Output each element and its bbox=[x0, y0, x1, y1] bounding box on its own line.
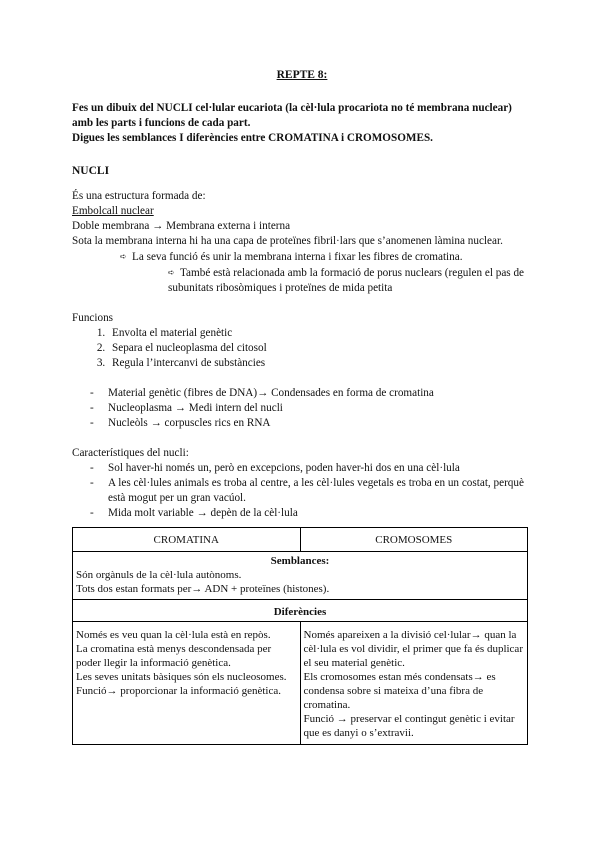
intro-line-1: Fes un dibuix del NUCLI cel·lular eucariota (la cèl·lula procariota no té membrana nuclear) bbox=[72, 102, 512, 114]
list-item: - Material genètic (fibres de DNA)→ Condensades en forma de cromatina bbox=[90, 386, 532, 401]
structure-bullet-2-cont: subunitats ribosòmiques i proteïnes de mida petita bbox=[168, 282, 393, 294]
structure-line-2: Sota la membrana interna hi ha una capa de proteïnes fibril·lars que s’anomenen làmina nuclear. bbox=[72, 235, 503, 247]
intro-line-2: amb les parts i funcions de cada part. bbox=[72, 117, 251, 129]
arrow-bullet-icon: ➪ bbox=[120, 252, 127, 261]
characteristics-list bbox=[72, 461, 532, 521]
page-title: REPTE 8: bbox=[276, 69, 328, 81]
list-item: - Sol haver-hi només un, però en excepcions, poden haver-hi dos en una cèl·lula bbox=[90, 461, 532, 476]
structure-bullet-2-text: També està relacionada amb la formació de porus nuclears (regulen el pas de bbox=[180, 267, 525, 279]
list-item: 2. Separa el nucleoplasma del citosol bbox=[108, 341, 532, 356]
similarities-section bbox=[73, 552, 528, 600]
structure-bullet-2 bbox=[168, 265, 532, 281]
cromosomes-line-1: Només apareixen a la divisió cel·lular→ quan la cèl·lula es vol dividir, el primer que fa és duplicar el seu material genètic. bbox=[303, 629, 523, 669]
list-item: 3. Regula l’intercanvi de substàncies bbox=[108, 356, 532, 371]
list-item: - A les cèl·lules animals es troba al centre, a les cèl·lules vegetals es troba en un costat, perquè està mogut per un gran vacúol. bbox=[90, 476, 532, 506]
structure-subheading: Embolcall nuclear bbox=[72, 205, 154, 217]
cromatina-line-4: Funció→ proporcionar la informació genètica. bbox=[76, 685, 281, 697]
cromatina-line-3: Les seves unitats bàsiques són els nucleosomes. bbox=[76, 671, 287, 683]
similarity-line-1: Són orgànuls de la cèl·lula autònoms. bbox=[76, 569, 242, 581]
intro-line-3: Digues les semblances I diferències entre CROMATINA i CROMOSOMES. bbox=[72, 132, 433, 144]
similarity-line-2: Tots dos estan formats per→ ADN + proteïnes (histones). bbox=[76, 583, 330, 595]
comparison-table bbox=[72, 527, 528, 745]
cromatina-cell bbox=[73, 622, 301, 745]
cromosomes-line-2: Els cromosomes estan més condensats→ es condensa sobre si mateixa d’una fibra de cromatina. bbox=[303, 671, 496, 711]
nucli-heading: NUCLI bbox=[72, 165, 110, 177]
cromosomes-line-3: Funció → preservar el contingut genètic i evitar que es danyi o s’extravii. bbox=[303, 713, 515, 739]
differences-heading: Diferències bbox=[73, 600, 528, 622]
cromatina-line-2: La cromatina està menys descondensada per poder llegir la informació genètica. bbox=[76, 643, 272, 669]
characteristics-heading: Característiques del nucli: bbox=[72, 447, 189, 459]
cromatina-line-1: Només es veu quan la cèl·lula està en repòs. bbox=[76, 629, 271, 641]
structure-bullet-1 bbox=[120, 249, 532, 265]
list-item: - Mida molt variable → depèn de la cèl·lula bbox=[90, 506, 532, 521]
arrow-bullet-icon: ➪ bbox=[168, 268, 175, 277]
components-list bbox=[72, 386, 532, 431]
functions-heading: Funcions bbox=[72, 312, 114, 324]
list-item: 1. Envolta el material genètic bbox=[108, 326, 532, 341]
list-item: - Nucleoplasma → Medi intern del nucli bbox=[90, 401, 532, 416]
structure-lead: És una estructura formada de: bbox=[72, 190, 206, 202]
functions-list bbox=[72, 326, 532, 371]
similarities-heading: Semblances: bbox=[270, 555, 330, 567]
list-item: - Nucleòls → corpuscles rics en RNA bbox=[90, 416, 532, 431]
cromosomes-cell bbox=[300, 622, 528, 745]
structure-line-1: Doble membrana → Membrana externa i interna bbox=[72, 220, 291, 232]
structure-bullet-1-text: La seva funció és unir la membrana interna i fixar les fibres de cromatina. bbox=[132, 251, 463, 263]
document-page bbox=[72, 68, 532, 521]
column-header-cromosomes: CROMOSOMES bbox=[300, 528, 528, 552]
column-header-cromatina: CROMATINA bbox=[73, 528, 301, 552]
